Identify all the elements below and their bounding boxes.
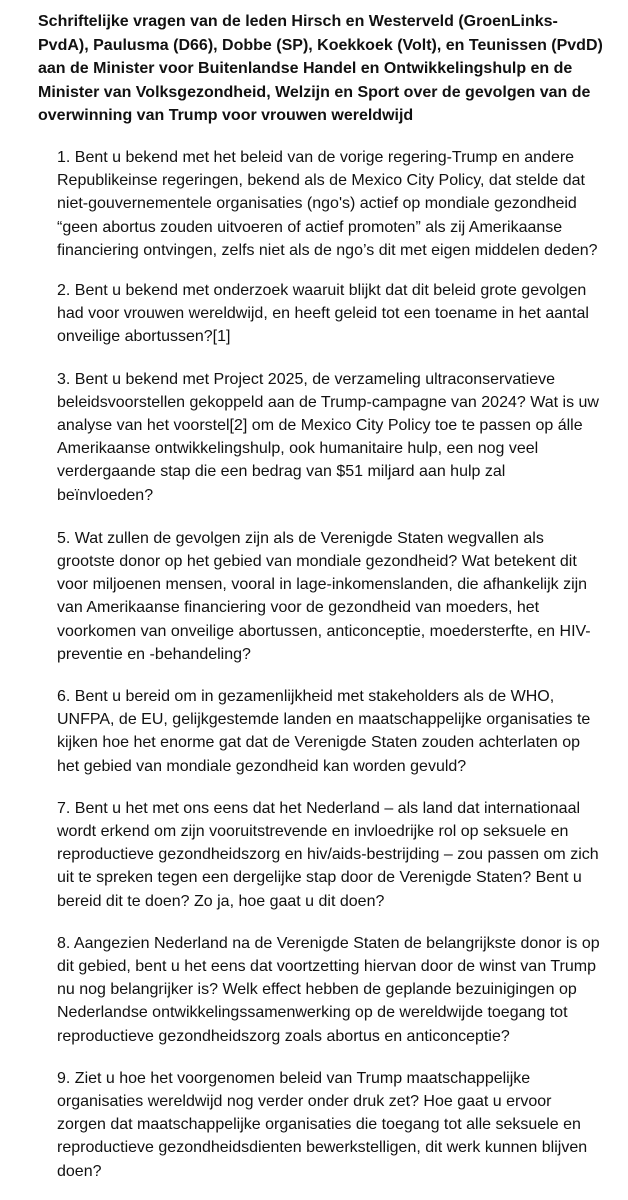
footnote-reference[interactable]: [1] xyxy=(212,328,231,346)
question-number: 9. xyxy=(57,1069,71,1087)
question-list xyxy=(38,146,604,1183)
question-item xyxy=(38,932,604,1048)
question-item xyxy=(38,279,604,349)
question-item xyxy=(38,368,604,507)
question-text: Bent u bekend met onderzoek waaruit blijkt dat dit beleid grote gevolgen had voor vrouwen wereldwijd, en heeft geleid tot een toename in het aantal onveilige abortussen? xyxy=(57,281,589,346)
question-item xyxy=(38,146,604,262)
question-item xyxy=(38,527,604,666)
question-number: 8. xyxy=(57,934,71,952)
question-number: 2. xyxy=(57,281,71,299)
question-item xyxy=(38,685,604,778)
footnote-reference[interactable]: [2] xyxy=(229,417,248,434)
question-text: Bent u het met ons eens dat het Nederland – als land dat internationaal wordt erkend om zijn vooruitstrevende en invloedrijke rol op seksuele en reproductieve gezondheidszorg en hiv/aids-bestrijding – zou passen om zich uit te spreken tegen een dergelijke stap door de Verenigde Staten? Bent u bereid dit te doen? Zo ja, hoe gaat u dit doen? xyxy=(57,799,599,910)
question-number: 7. xyxy=(57,799,71,817)
question-text: Aangezien Nederland na de Verenigde Staten de belangrijkste donor is op dit gebied, bent u het eens dat voortzetting hiervan door de winst van Trump nu nog belangrijker is? Welk effect hebben de geplande bezuinigingen op Nederlandse ontwikkelingssamenwerking op de wereldwijde toegang tot reproductieve gezondheidszorg zoals abortus en anticonceptie? xyxy=(57,934,600,1045)
question-item xyxy=(38,1067,604,1183)
question-text: Bent u bekend met Project 2025, de verzameling ultraconservatieve beleidsvoorstellen gekoppeld aan de Trump-campagne van 2024? Wat is uw analyse van het voorstel xyxy=(57,370,599,434)
question-number: 5. xyxy=(57,529,71,547)
question-number: 1. xyxy=(57,148,71,166)
question-text: Bent u bekend met het beleid van de vorige regering-Trump en andere Republikeinse regeringen, bekend als de Mexico City Policy, dat stelde dat niet-gouvernementele organisaties (ngo's) actief op mondiale gezondheid “geen abortus zouden uitvoeren of actief promoten” als zij Amerikaanse financiering ontvingen, zelfs niet als de ngo’s dit met eigen middelen deden? xyxy=(57,148,598,259)
document-title: Schriftelijke vragen van de leden Hirsch en Westerveld (GroenLinks-PvdA), Paulusma (D66), Dobbe (SP), Koekkoek (Volt), en Teunissen (PvdD) aan de Minister voor Buitenlandse Handel en Ontwikkelingshulp en de Minister van Volksgezondheid, Welzijn en Sport over de gevolgen van de overwinning van Trump voor vrouwen wereldwijd xyxy=(38,13,603,125)
question-number: 6. xyxy=(57,688,71,706)
question-text: Bent u bereid om in gezamenlijkheid met stakeholders als de WHO, UNFPA, de EU, gelijkgestemde landen en maatschappelijke organisaties te kijken hoe het enorme gat dat de Verenigde Staten zouden achterlaten op het gebied van mondiale gezondheid kan worden gevuld? xyxy=(57,688,591,775)
question-text: Wat zullen de gevolgen zijn als de Verenigde Staten wegvallen als grootste donor op het gebied van mondiale gezondheid? Wat betekent dit voor miljoenen mensen, vooral in lage-inkomenslanden, die afhankelijk zijn van Amerikaanse financiering voor de gezondheid van moeders, het voorkomen van onveilige abortussen, anticonceptie, moedersterfte, en HIV-preventie en -behandeling? xyxy=(57,529,591,663)
question-item xyxy=(38,797,604,913)
question-number: 3. xyxy=(57,370,71,388)
question-text: Ziet u hoe het voorgenomen beleid van Trump maatschappelijke organisaties wereldwijd nog verder onder druk zet? Hoe gaat u ervoor zorgen dat maatschappelijke organisaties die toegang tot alle seksuele en reproductieve gezondheidsdienten bewerkstelligen, dit werk kunnen blijven doen? xyxy=(57,1069,588,1180)
question-text-continued: om de Mexico City Policy toe te passen op álle Amerikaanse ontwikkelingshulp, ook humanitaire hulp, een nog veel verdergaande stap die een bedrag van $51 miljard aan hulp zal beïnvloeden? xyxy=(57,417,583,504)
